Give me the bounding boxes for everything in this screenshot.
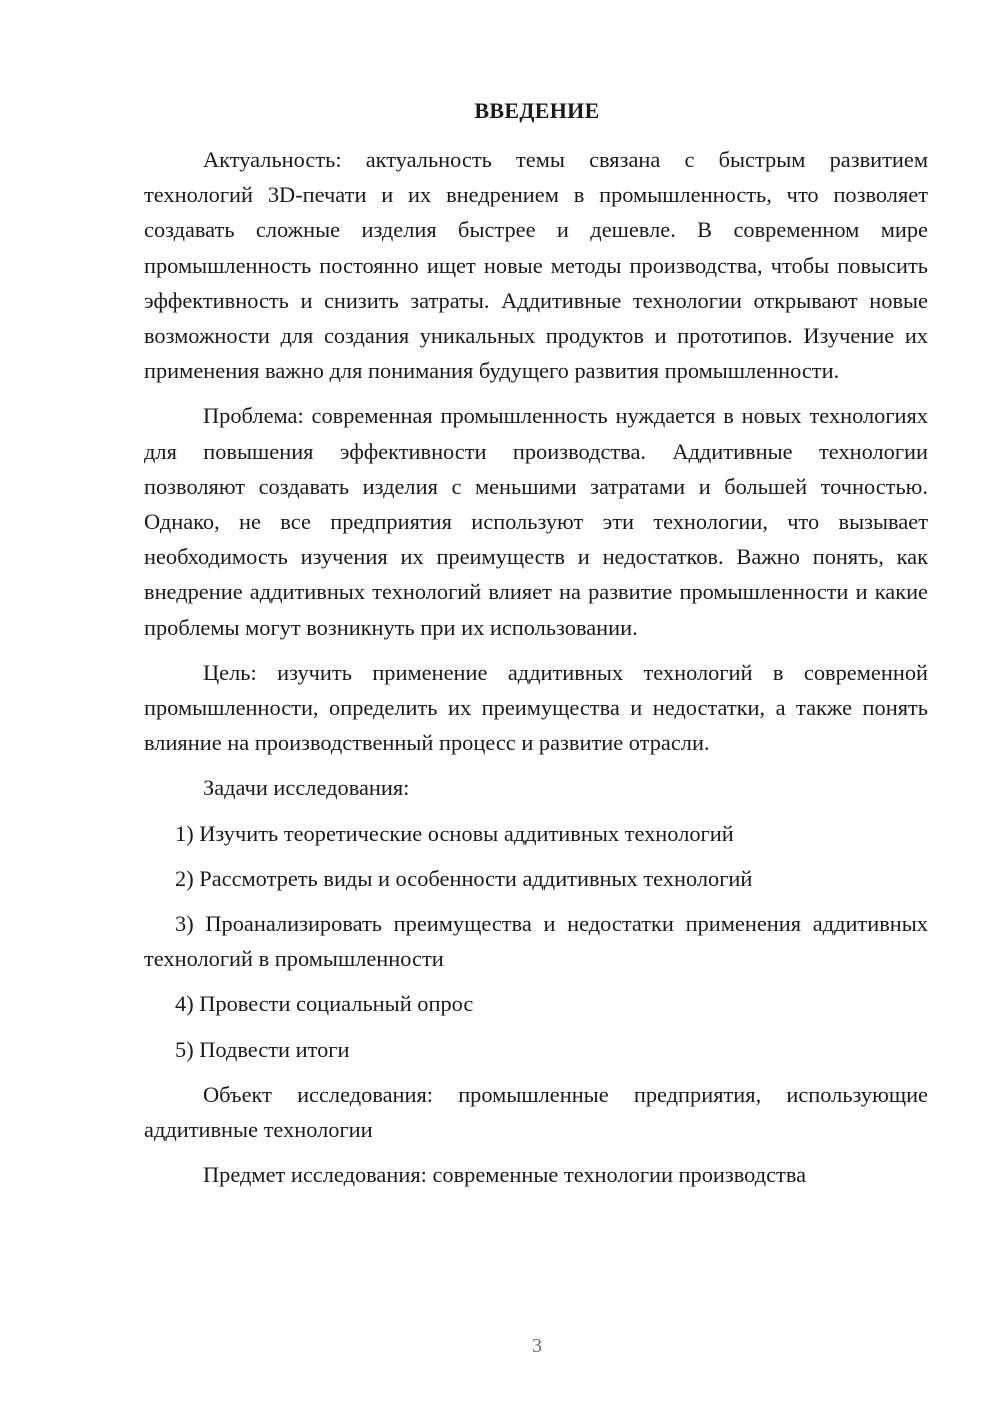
paragraph-problem: Проблема: современная промышленность нуждается в новых технологиях для повышения эффективности производства. Аддитивные технологии позволяют создавать изделия с меньшими затратами и большей точностью. Однако, не все предприятия используют эти технологии, что вызывает необходимость изучения их преимуществ и недостатков. Важно понять, как внедрение аддитивных технологий влияет на развитие промышленности и какие проблемы могут возникнуть при их использовании. xyxy=(144,403,928,640)
task-item-4: 4) Провести социальный опрос xyxy=(175,991,474,1017)
paragraph-research-subject: Предмет исследования: современные технологии производства xyxy=(203,1162,807,1188)
task-item-1: 1) Изучить теоретические основы аддитивных технологий xyxy=(175,820,734,846)
document-body xyxy=(144,142,928,1192)
section-heading: ВВЕДЕНИЕ xyxy=(474,98,600,123)
task-item-2: 2) Рассмотреть виды и особенности аддитивных технологий xyxy=(175,865,753,891)
paragraph-tasks-heading: Задачи исследования: xyxy=(203,775,410,801)
task-item-5: 5) Подвести итоги xyxy=(175,1036,350,1062)
task-item-3: 3) Проанализировать преимущества и недостатки применения аддитивных технологий в промышленности xyxy=(144,911,928,972)
paragraph-relevance: Актуальность: актуальность темы связана с быстрым развитием технологий 3D-печати и их внедрением в промышленность, что позволяет создавать сложные изделия быстрее и дешевле. В современном мире промышленность постоянно ищет новые методы производства, чтобы повысить эффективность и снизить затраты. Аддитивные технологии открывают новые возможности для создания уникальных продуктов и прототипов. Изучение их применения важно для понимания будущего развития промышленности. xyxy=(144,147,928,384)
page-number: 3 xyxy=(532,1335,542,1357)
paragraph-goal: Цель: изучить применение аддитивных технологий в современной промышленности, определить их преимущества и недостатки, а также понять влияние на производственный процесс и развитие отрасли. xyxy=(144,659,928,756)
paragraph-research-object: Объект исследования: промышленные предприятия, использующие аддитивные технологии xyxy=(144,1081,928,1143)
